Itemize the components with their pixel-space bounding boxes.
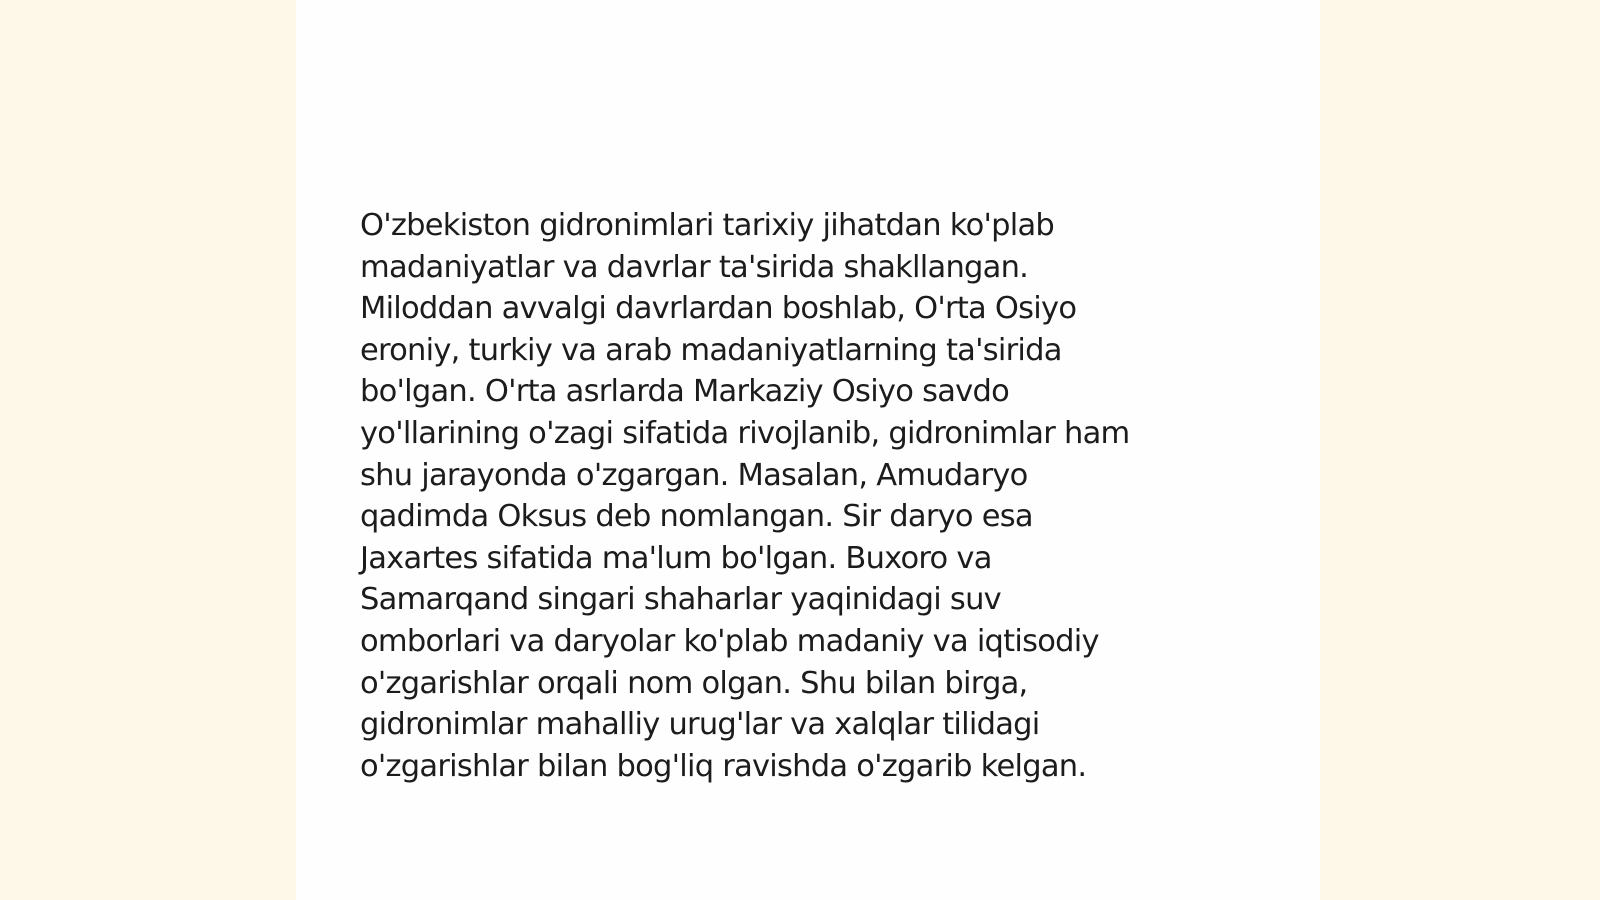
paragraph-line: o'zgarishlar bilan bog'liq ravishda o'zgarib kelgan. <box>360 748 1087 784</box>
paragraph-line: gidronimlar mahalliy urug'lar va xalqlar tilidagi <box>360 707 1040 743</box>
paragraph-line: omborlari va daryolar ko'plab madaniy va iqtisodiy <box>360 623 1099 659</box>
paragraph-line: Miloddan avvalgi davrlardan boshlab, O'rta Osiyo <box>360 291 1077 327</box>
paragraph-line: madaniyatlar va davrlar ta'sirida shakllangan. <box>360 249 1029 285</box>
paragraph-line: bo'lgan. O'rta asrlarda Markaziy Osiyo savdo <box>360 374 1009 410</box>
right-margin <box>1320 0 1600 900</box>
paragraph-line: Samarqand singari shaharlar yaqinidagi suv <box>360 582 1001 618</box>
paragraph-line: yo'llarining o'zagi sifatida rivojlanib, gidronimlar ham <box>360 415 1130 451</box>
paragraph-line: Jaxartes sifatida ma'lum bo'lgan. Buxoro va <box>360 540 992 576</box>
paragraph-line: O'zbekiston gidronimlari tarixiy jihatdan ko'plab <box>360 208 1054 243</box>
document-page <box>296 0 1320 900</box>
left-margin <box>0 0 296 900</box>
paragraph-line: qadimda Oksus deb nomlangan. Sir daryo esa <box>360 499 1033 535</box>
body-paragraph <box>360 205 1260 787</box>
paragraph-line: shu jarayonda o'zgargan. Masalan, Amudaryo <box>360 457 1028 493</box>
paragraph-line: eroniy, turkiy va arab madaniyatlarning ta'sirida <box>360 332 1062 368</box>
paragraph-line: o'zgarishlar orqali nom olgan. Shu bilan birga, <box>360 665 1028 701</box>
